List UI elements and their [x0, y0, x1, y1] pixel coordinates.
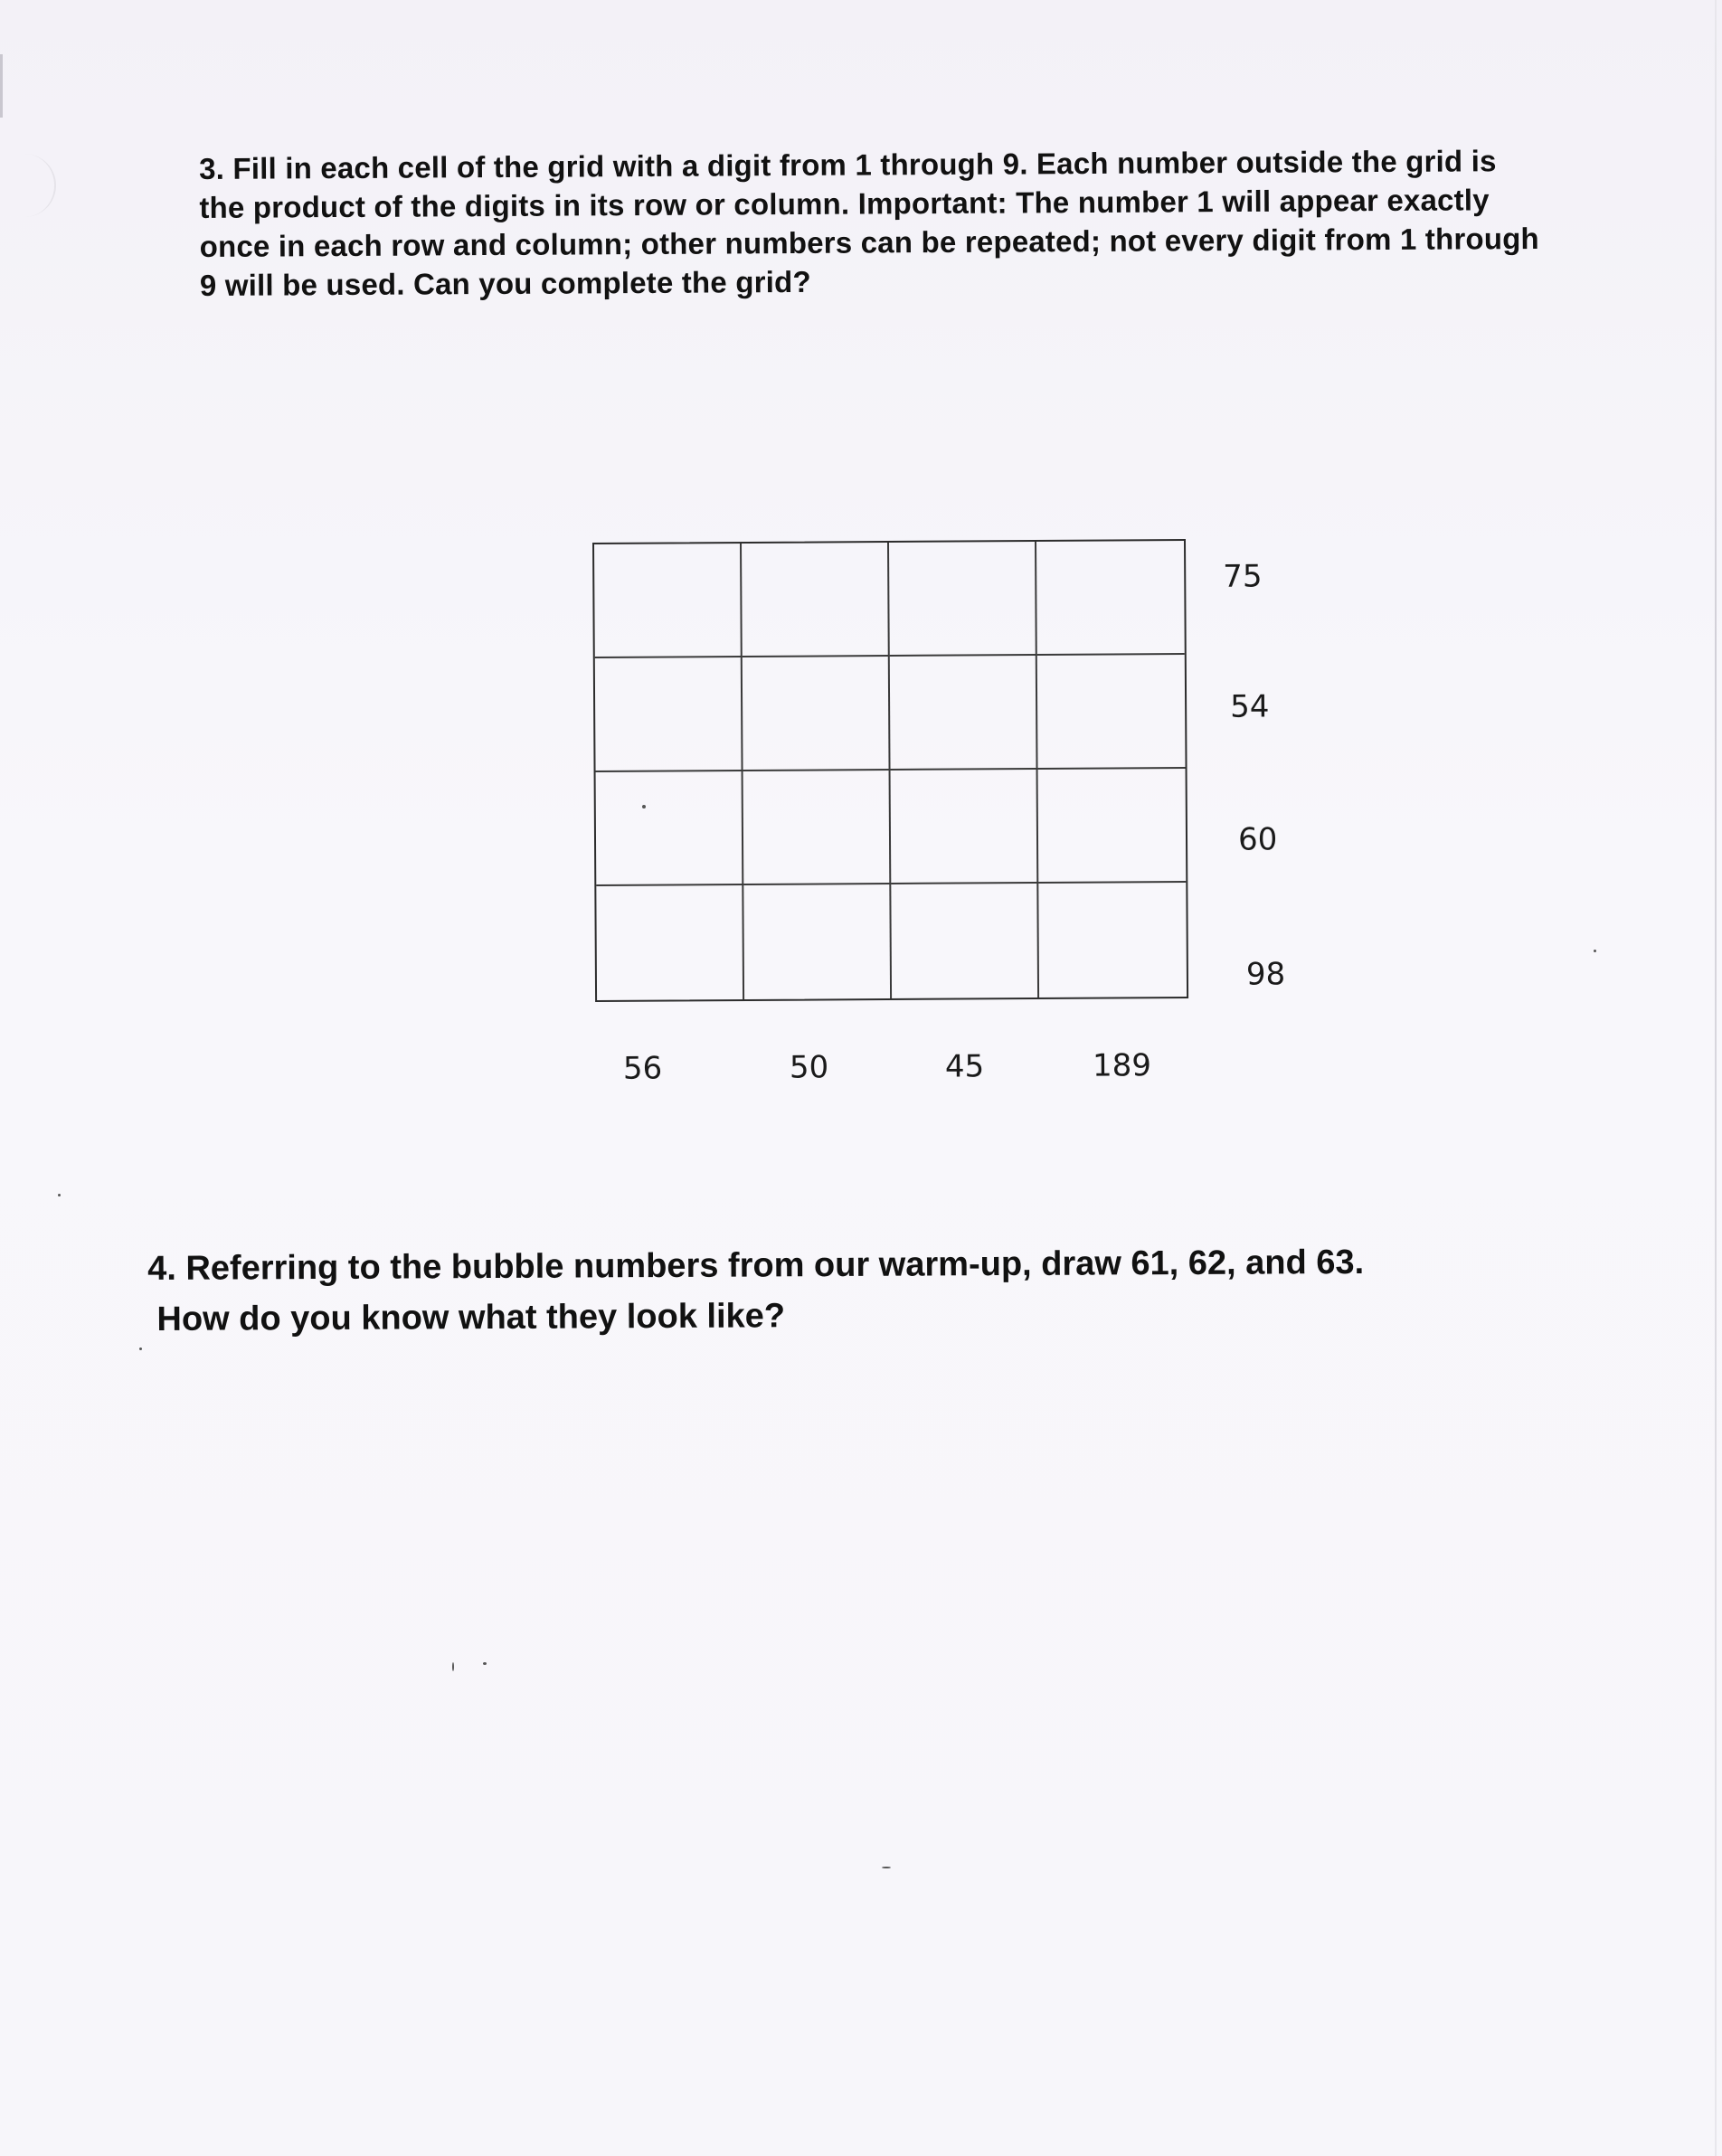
grid-cell-r2-c4[interactable] — [1037, 655, 1186, 770]
problem-4-line-2: How do you know what they look like? — [156, 1297, 786, 1338]
column-product-4: 189 — [1092, 1047, 1152, 1084]
grid-cell-r1-c3[interactable] — [889, 542, 1037, 657]
column-product-3: 45 — [944, 1048, 985, 1085]
paper-edge-mark — [0, 54, 3, 118]
grid-cell-r3-c3[interactable] — [891, 770, 1039, 884]
paper-speck — [642, 805, 646, 808]
grid-cell-r2-c3[interactable] — [890, 656, 1038, 771]
grid-cell-r2-c1[interactable] — [595, 657, 743, 772]
grid-cell-r1-c4[interactable] — [1036, 541, 1185, 656]
paper-speck — [882, 1867, 891, 1868]
grid-cell-r1-c1[interactable] — [594, 544, 743, 658]
grid-cell-r3-c1[interactable] — [596, 771, 744, 886]
grid-cell-r3-c2[interactable] — [743, 771, 892, 885]
grid-cell-r3-c4[interactable] — [1038, 769, 1187, 884]
row-product-1: 75 — [1223, 558, 1263, 595]
row-product-3: 60 — [1237, 821, 1278, 858]
row-product-2: 54 — [1230, 688, 1270, 725]
paper-speck — [58, 1194, 61, 1196]
grid-cell-r1-c2[interactable] — [742, 543, 890, 657]
row-product-4: 98 — [1245, 956, 1286, 993]
grid-cell-r2-c2[interactable] — [743, 657, 891, 771]
paper-right-edge — [1715, 0, 1717, 2156]
grid-cell-r4-c2[interactable] — [743, 884, 892, 999]
product-grid-puzzle — [592, 539, 1286, 1087]
problem-4-text — [147, 1236, 1559, 1345]
paper-speck — [1594, 950, 1596, 952]
column-product-2: 50 — [789, 1049, 829, 1086]
paper-speck — [452, 1662, 454, 1671]
problem-3-text: 3. Fill in each cell of the grid with a digit from 1 through 9. Each number outside the grid is the product of the digits in its row or column. Important: The number 1 will appear exactly once in each row and column; other numbers can be repeated; not every digit from 1 through 9 will be used. Can you complete the grid? — [199, 144, 1539, 302]
grid-cell-r4-c4[interactable] — [1038, 883, 1187, 998]
paper-fold-shadow — [0, 154, 56, 217]
grid-cell-r4-c3[interactable] — [891, 884, 1039, 998]
grid-cell-r4-c1[interactable] — [596, 885, 744, 1000]
paper-speck — [139, 1348, 142, 1350]
column-product-1: 56 — [622, 1050, 663, 1087]
paper-speck — [483, 1662, 487, 1665]
product-grid — [592, 539, 1188, 1002]
problem-4-line-1: 4. Referring to the bubble numbers from our warm-up, draw 61, 62, and 63. — [147, 1243, 1365, 1288]
